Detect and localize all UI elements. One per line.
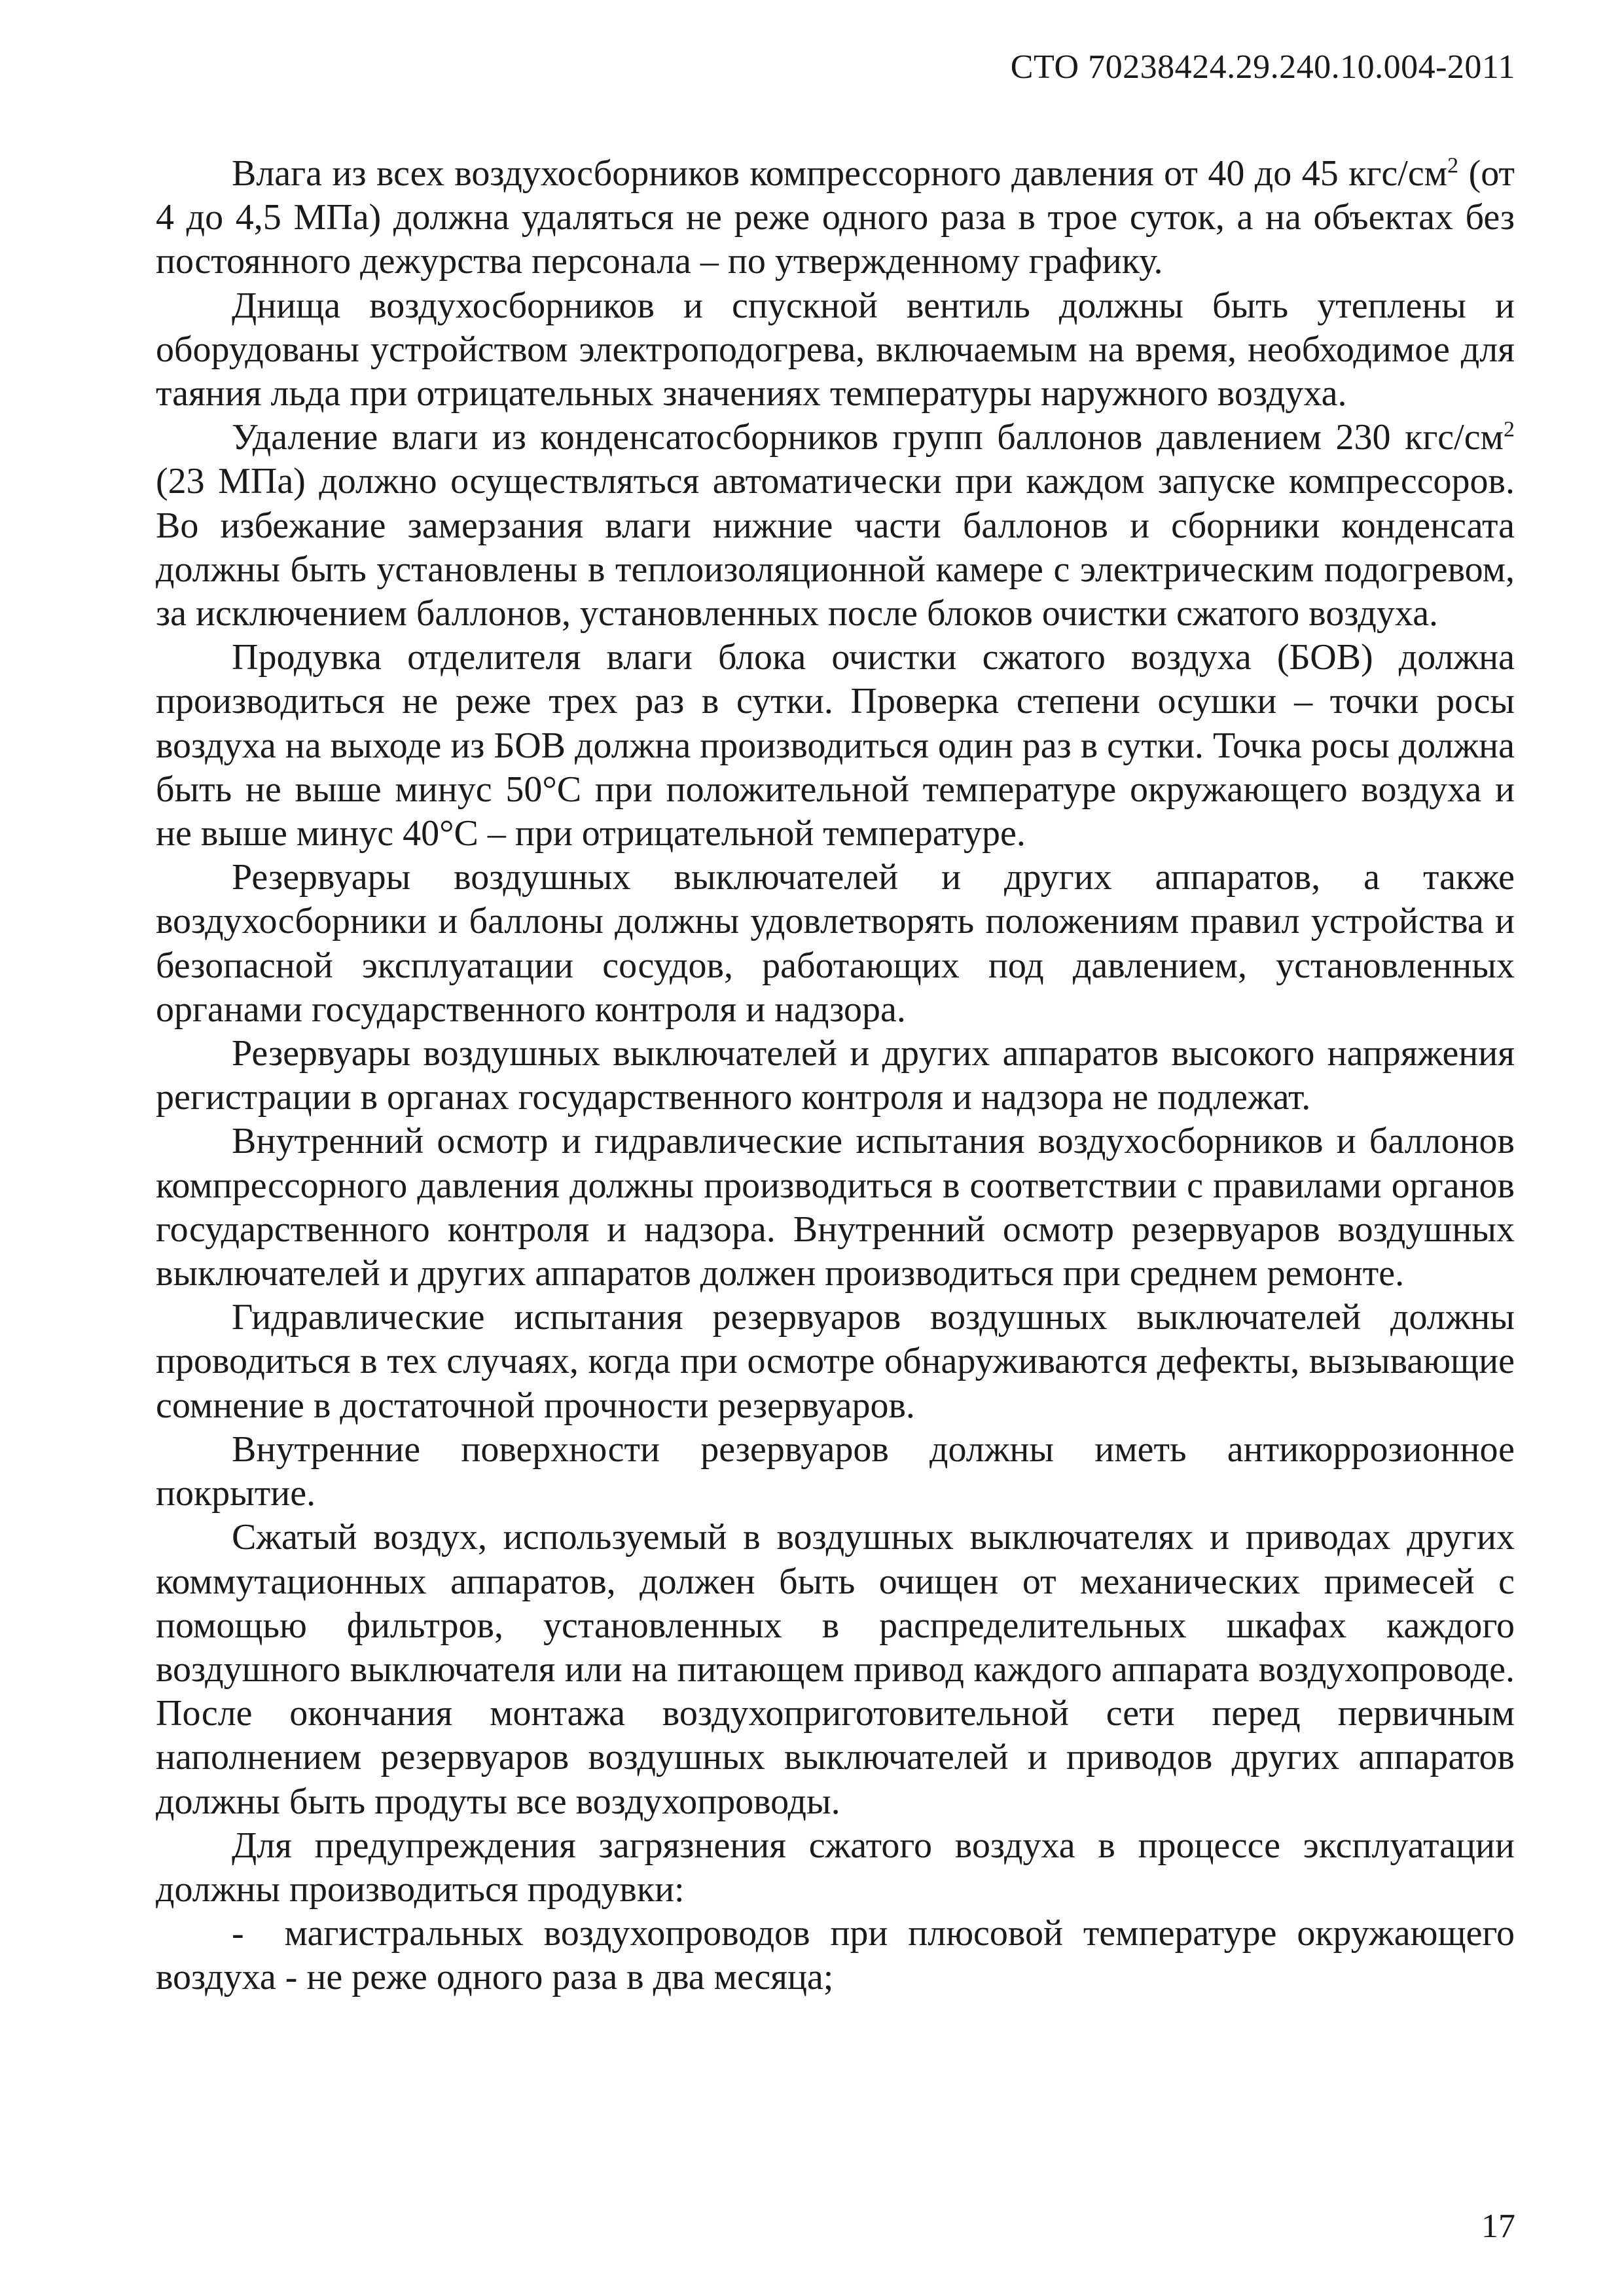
paragraph-moisture-removal bbox=[156, 152, 1515, 284]
paragraph-hydraulic-tests: Гидравлические испытания резервуаров воздушных выключателей должны проводиться в тех случаях, когда при осмотре обнаруживаются дефекты, вызывающие сомнение в достаточной прочности резервуаров. bbox=[156, 1297, 1515, 1426]
paragraph-anticorrosion: Внутренние поверхности резервуаров должны иметь антикоррозионное покрытие. bbox=[156, 1429, 1515, 1514]
paragraph-reservoir-registration: Резервуары воздушных выключателей и других аппаратов высокого напряжения регистрации в органах государственного контроля и надзора не подлежат. bbox=[156, 1033, 1515, 1118]
paragraph-condensate-removal bbox=[156, 416, 1515, 636]
document-code-header: СТО 70238424.29.240.10.004-2011 bbox=[1010, 48, 1515, 86]
superscript: 2 bbox=[1504, 417, 1515, 442]
paragraph-text: (23 МПа) должно осуществляться автоматически при каждом запуске компрессоров. Во избежание замерзания влаги нижние части баллонов и сборники конденсата должны быть установлены в теплоизоляционной камере с электрическим подогревом, за исключением баллонов, установленных после блоков очистки сжатого воздуха. bbox=[156, 461, 1515, 634]
list-item bbox=[156, 1912, 1524, 1999]
paragraph-reservoir-rules: Резервуары воздушных выключателей и других аппаратов, а также воздухосборники и баллоны должны удовлетворять положениям правил устройства и безопасной эксплуатации сосудов, работающих под давлением, установленных органами государственного контроля и надзора. bbox=[156, 857, 1515, 1030]
paragraph-bov-purge: Продувка отделителя влаги блока очистки сжатого воздуха (БОВ) должна производиться не реже трех раз в сутки. Проверка степени осушки – точки росы воздуха на выходе из БОВ должна производиться один раз в сутки. Точка росы должна быть не выше минус 50°С при положительной температуре окружающего воздуха и не выше минус 40°С – при отрицательной температуре. bbox=[156, 637, 1515, 854]
superscript: 2 bbox=[1447, 153, 1459, 178]
paragraph-inspection: Внутренний осмотр и гидравлические испытания воздухосборников и баллонов компрессорного давления должны производиться в соответствии с правилами органов государственного контроля и надзора. Внутренний осмотр резервуаров воздушных выключателей и других аппаратов должен производиться при среднем ремонте. bbox=[156, 1121, 1515, 1294]
paragraph-text: Влага из всех воздухосборников компрессорного давления от 40 до 45 кгс/см bbox=[232, 153, 1448, 194]
paragraph-compressed-air: Сжатый воздух, используемый в воздушных выключателях и приводах других коммутационных аппаратов, должен быть очищен от механических примесей с помощью фильтров, установленных в распределительных шкафах каждого воздушного выключателя или на питающем привод каждого аппарата воздухопроводе. После окончания монтажа воздухоприготовительной сети перед первичным наполнением резервуаров воздушных выключателей и приводов других аппаратов должны быть продуты все воздухопроводы. bbox=[156, 1517, 1515, 1822]
paragraph-text: (от 4 до 4,5 МПа) должна удаляться не реже одного раза в трое суток, а на объектах без постоянного дежурства персонала – по утвержденному графику. bbox=[156, 153, 1515, 282]
paragraph-purging: Для предупреждения загрязнения сжатого воздуха в процессе эксплуатации должны производиться продувки: bbox=[156, 1825, 1515, 1910]
list-dash: - bbox=[232, 1913, 244, 1954]
body-text bbox=[156, 152, 1524, 2000]
paragraph-text: Удаление влаги из конденсатосборников групп баллонов давлением 230 кгс/см bbox=[232, 417, 1504, 458]
page-number: 17 bbox=[1481, 2208, 1515, 2245]
list-item-text: магистральных воздухопроводов при плюсовой температуре окружающего воздуха - не реже одного раза в два месяца; bbox=[156, 1913, 1524, 1998]
paragraph-receiver-heating: Днища воздухосборников и спускной вентиль должны быть утеплены и оборудованы устройством электроподогрева, включаемым на время, необходимое для таяния льда при отрицательных значениях температуры наружного воздуха. bbox=[156, 285, 1515, 414]
